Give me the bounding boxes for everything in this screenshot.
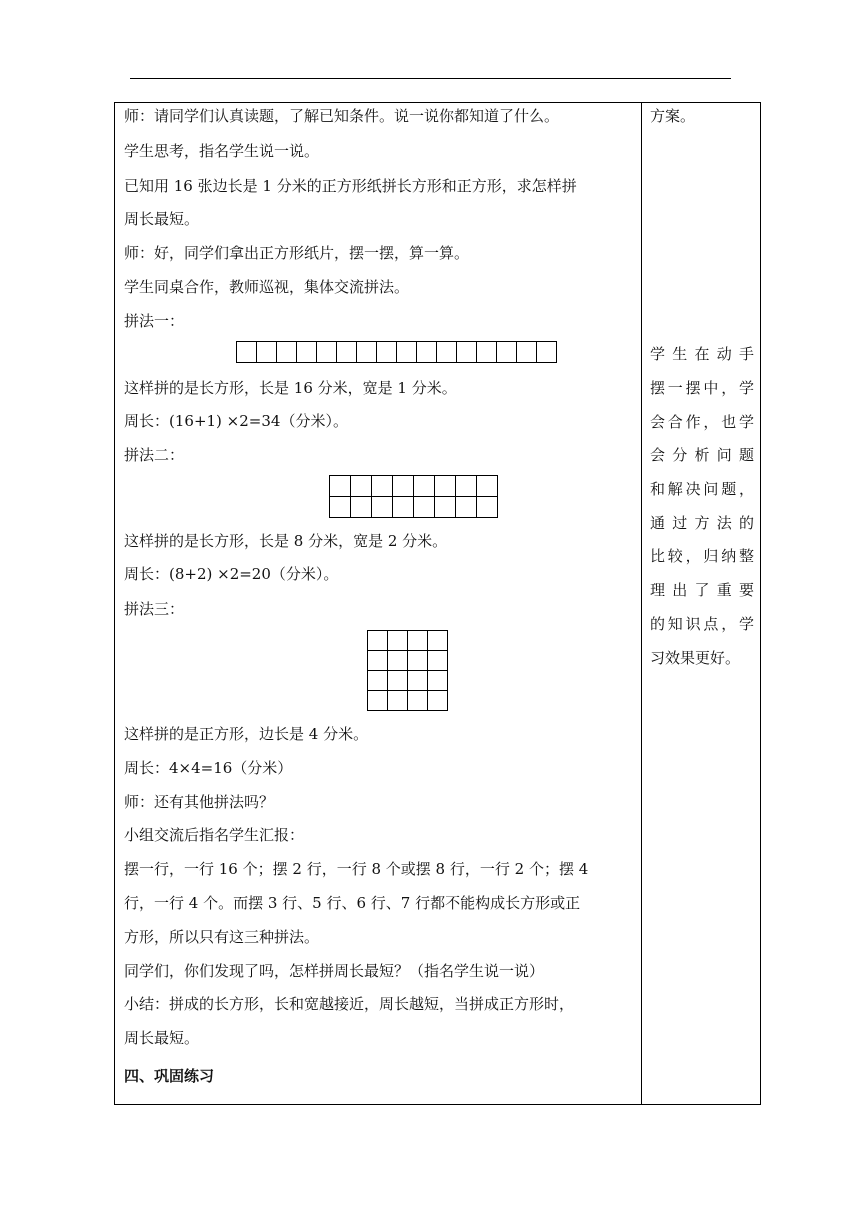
grid-cell — [317, 342, 337, 363]
side-top-text: 方案。 — [650, 107, 696, 125]
text-line: 周长最短。 — [124, 1029, 200, 1047]
grid-cell — [377, 342, 397, 363]
header-rule — [130, 78, 731, 79]
grid-cell — [372, 497, 393, 518]
arrangement-2-label: 拼法二： — [124, 446, 185, 464]
grid-cell — [428, 691, 448, 711]
column-divider — [641, 103, 642, 1104]
grid-cell — [368, 651, 388, 671]
grid-cell — [428, 651, 448, 671]
grid-cell — [477, 497, 498, 518]
side-note-line: 学生在动手 — [650, 345, 754, 363]
grid-cell — [393, 497, 414, 518]
text-line: 这样拼的是长方形，长是 8 分米，宽是 2 分米。 — [124, 532, 448, 550]
grid-cell — [357, 342, 377, 363]
lesson-table — [114, 102, 761, 1105]
arrangement-3-label: 拼法三： — [124, 600, 185, 618]
side-note-line: 摆一摆中，学 — [650, 379, 754, 397]
grid-cell — [372, 476, 393, 497]
text-line: 周长：(8+2) ×2=20（分米）。 — [124, 565, 339, 583]
side-note-line: 和解决问题， — [650, 480, 754, 498]
grid-cell — [517, 342, 537, 363]
arrangement-1-label: 拼法一： — [124, 312, 185, 330]
side-note-line: 理出了重要 — [650, 581, 754, 599]
text-line: 师：还有其他拼法吗？ — [124, 793, 275, 811]
grid-cell — [388, 631, 408, 651]
text-line: 学生思考，指名学生说一说。 — [124, 142, 320, 160]
grid-cell — [414, 497, 435, 518]
grid-cell — [351, 497, 372, 518]
grid-cell — [428, 631, 448, 651]
grid-cell — [408, 691, 428, 711]
grid-cell — [408, 651, 428, 671]
grid-cell — [330, 476, 351, 497]
text-line: 小结：拼成的长方形，长和宽越接近，周长越短，当拼成正方形时， — [124, 995, 575, 1013]
text-line: 周长最短。 — [124, 210, 200, 228]
text-line: 周长：4×4=16（分米） — [124, 759, 293, 777]
grid-cell — [277, 342, 297, 363]
side-note-line: 的知识点，学 — [650, 615, 754, 633]
text-line: 行，一行 4 个。而摆 3 行、5 行、6 行、7 行都不能构成长方形或正 — [124, 894, 581, 912]
grid-cell — [408, 671, 428, 691]
grid-cell — [477, 476, 498, 497]
grid-cell — [388, 671, 408, 691]
side-note-line: 习效果更好。 — [650, 649, 741, 667]
grid-cell — [457, 342, 477, 363]
grid-cell — [437, 342, 457, 363]
grid-cell — [456, 476, 477, 497]
text-line: 学生同桌合作，教师巡视，集体交流拼法。 — [124, 278, 410, 296]
grid-cell — [388, 691, 408, 711]
text-line: 已知用 16 张边长是 1 分米的正方形纸拼长方形和正方形，求怎样拼 — [124, 177, 577, 195]
grid-cell — [537, 342, 557, 363]
side-note-line: 比较，归纳整 — [650, 547, 754, 565]
grid-cell — [397, 342, 417, 363]
text-line: 摆一行，一行 16 个；摆 2 行，一行 8 个或摆 8 行，一行 2 个；摆 4 — [124, 860, 589, 878]
grid-cell — [257, 342, 277, 363]
text-line: 师：请同学们认真读题，了解已知条件。说一说你都知道了什么。 — [124, 107, 560, 125]
grid-cell — [414, 476, 435, 497]
arrangement-2-grid — [329, 475, 498, 518]
text-line: 这样拼的是长方形，长是 16 分米，宽是 1 分米。 — [124, 379, 457, 397]
grid-cell — [435, 476, 456, 497]
grid-cell — [337, 342, 357, 363]
arrangement-3-grid — [367, 630, 448, 711]
grid-cell — [368, 691, 388, 711]
section-heading: 四、巩固练习 — [124, 1067, 215, 1085]
grid-cell — [393, 476, 414, 497]
text-line: 师：好，同学们拿出正方形纸片，摆一摆，算一算。 — [124, 244, 470, 262]
text-line: 这样拼的是正方形，边长是 4 分米。 — [124, 725, 369, 743]
text-line: 周长：(16+1) ×2=34（分米）。 — [124, 412, 348, 430]
grid-cell — [477, 342, 497, 363]
side-note-line: 通过方法的 — [650, 514, 754, 532]
grid-cell — [388, 651, 408, 671]
grid-cell — [428, 671, 448, 691]
grid-cell — [456, 497, 477, 518]
grid-cell — [408, 631, 428, 651]
text-line: 小组交流后指名学生汇报： — [124, 826, 305, 844]
grid-cell — [237, 342, 257, 363]
grid-cell — [368, 671, 388, 691]
grid-cell — [330, 497, 351, 518]
grid-cell — [497, 342, 517, 363]
grid-cell — [368, 631, 388, 651]
side-note-line: 会分析问题 — [650, 446, 754, 464]
text-line: 方形，所以只有这三种拼法。 — [124, 928, 320, 946]
side-note-line: 会合作，也学 — [650, 413, 754, 431]
text-line: 同学们，你们发现了吗，怎样拼周长最短？（指名学生说一说） — [124, 962, 545, 980]
grid-cell — [297, 342, 317, 363]
grid-cell — [435, 497, 456, 518]
arrangement-1-grid — [236, 341, 557, 363]
grid-cell — [417, 342, 437, 363]
grid-cell — [351, 476, 372, 497]
